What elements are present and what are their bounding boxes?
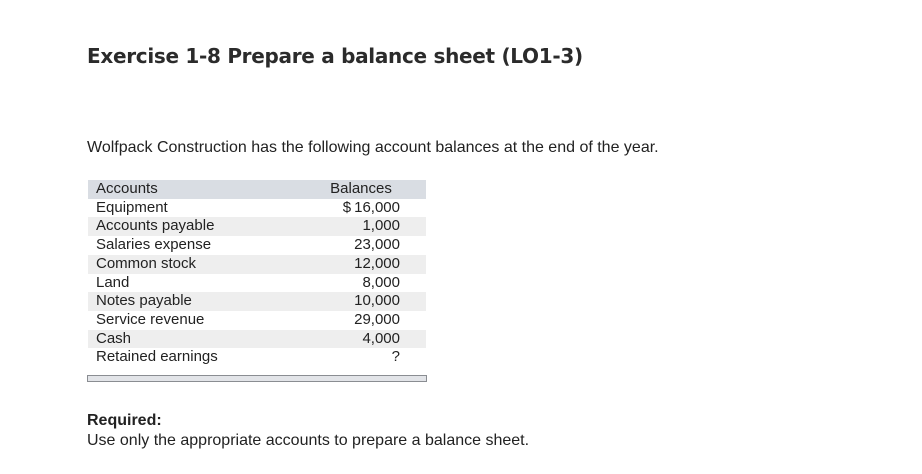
balances-table-container (88, 180, 426, 367)
account-balance: 8,000 (362, 273, 400, 291)
account-name: Accounts payable (96, 217, 215, 235)
account-name: Cash (96, 329, 132, 347)
account-balance: 12,000 (354, 254, 400, 272)
table-row (88, 236, 426, 255)
account-balance: 23,000 (354, 236, 400, 254)
table-row (88, 348, 426, 367)
account-name: Land (96, 273, 130, 291)
intro-text: Wolfpack Construction has the following account balances at the end of the year. (87, 139, 659, 156)
account-name: Retained earnings (96, 348, 218, 366)
account-name: Equipment (96, 198, 168, 216)
table-row (88, 255, 426, 274)
table-row (88, 217, 426, 236)
account-name: Service revenue (96, 310, 205, 328)
account-name: Notes payable (96, 292, 192, 310)
table-row (88, 274, 426, 293)
currency-symbol: $ (342, 198, 352, 216)
required-text: Use only the appropriate accounts to prepare a balance sheet. (87, 432, 530, 449)
table-row (88, 292, 426, 311)
required-label: Required: (87, 412, 162, 429)
balances-table (88, 180, 426, 367)
account-name: Common stock (96, 254, 197, 272)
header-accounts: Accounts (96, 180, 158, 197)
account-balance: ? (391, 348, 400, 366)
account-balance: 4,000 (362, 329, 400, 347)
header-balances: Balances (330, 180, 392, 197)
page-title: Exercise 1-8 Prepare a balance sheet (LO1-3) (87, 44, 583, 68)
account-balance: 29,000 (354, 310, 400, 328)
balance-value: 16,000 (354, 198, 400, 216)
account-balance: 10,000 (354, 292, 400, 310)
table-row (88, 199, 426, 218)
account-balance: 1,000 (362, 217, 400, 235)
account-name: Salaries expense (96, 236, 212, 254)
table-horizontal-scrollbar[interactable] (87, 375, 427, 382)
account-balance (296, 199, 426, 218)
required-section (87, 411, 529, 451)
table-row (88, 330, 426, 349)
table-header-row (88, 180, 426, 199)
table-row (88, 311, 426, 330)
